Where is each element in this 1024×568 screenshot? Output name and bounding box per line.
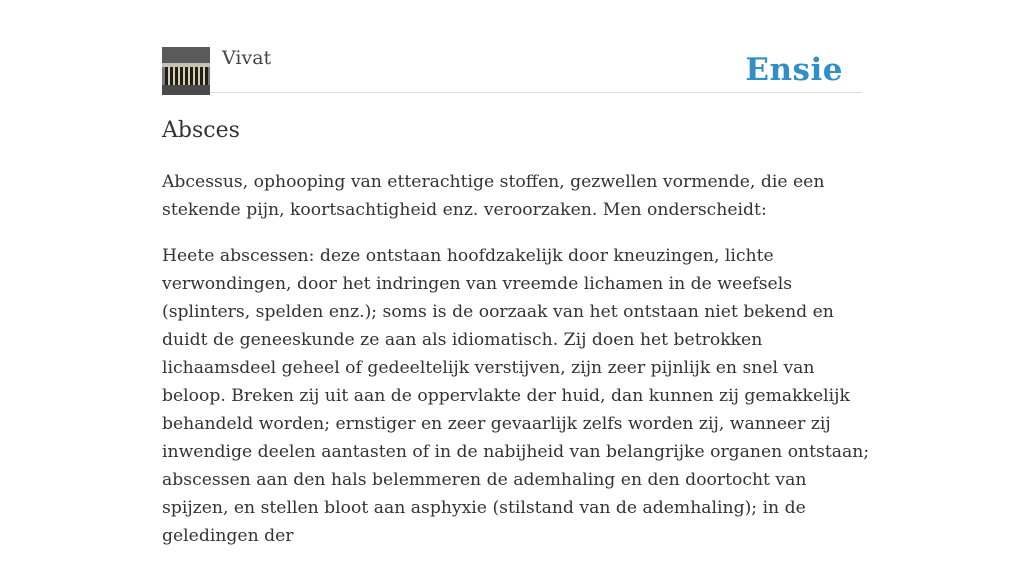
header [162, 46, 862, 93]
ensie-logo[interactable]: Ensie [745, 52, 843, 88]
author-name[interactable]: Vivat [222, 47, 272, 69]
article-body [162, 168, 874, 568]
paragraph-2: Heete abscessen: deze ontstaan hoofdzakelijk door kneuzingen, lichte verwondingen, door het indringen van vreemde lichamen in de weefsels (splinters, spelden enz.); soms is de oorzaak van het ontstaan niet bekend en duidt de geneeskunde ze aan als idiomatisch. Zij doen het betrokken lichaamsdeel geheel of gedeeltelijk verstijven, zijn zeer pijnlijk en snel van beloop. Breken zij uit aan de oppervlakte der huid, dan kunnen zij gemakkelijk behandeld worden; ernstiger en zeer gevaarlijk zelfs worden zij, wanneer zij inwendige deelen aantasten of in de nabijheid van belangrijke organen ontstaan; abscessen aan den hals belemmeren de ademhaling en den doortocht van spijzen, en stellen bloot aan asphyxie (stilstand van de ademhaling); in de geledingen der [162, 246, 870, 546]
book-spines-icon [162, 47, 210, 95]
article-title: Absces [162, 118, 240, 143]
paragraph-1: Abcessus, ophooping van etterachtige stoffen, gezwellen vormende, die een stekende pijn, koortsachtigheid enz. veroorzaken. Men onderscheidt: [162, 172, 825, 220]
avatar[interactable] [162, 47, 210, 95]
